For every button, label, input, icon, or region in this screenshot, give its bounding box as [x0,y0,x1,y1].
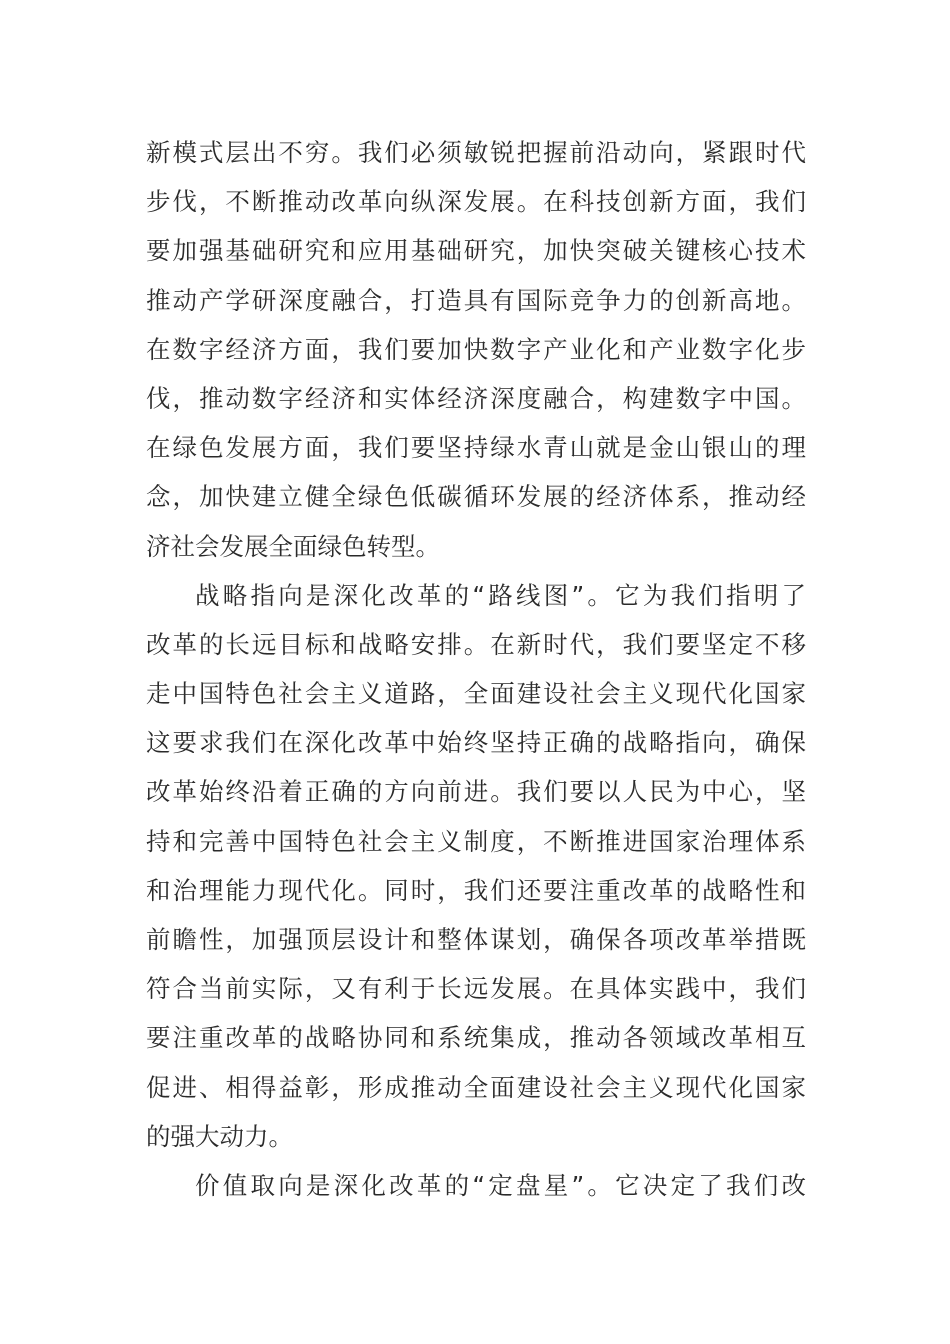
text-line: 念，加快建立健全绿色低碳循环发展的经济体系，推动经 [146,482,806,512]
body-text [146,128,806,1210]
text-line: 在绿色发展方面，我们要坚持绿水青山就是金山银山的理 [146,433,806,463]
text-line: 要注重改革的战略协同和系统集成，推动各领域改革相互 [146,1023,806,1053]
text-line: 济社会发展全面绿色转型。 [146,531,440,561]
text-line: 改革始终沿着正确的方向前进。我们要以人民为中心，坚 [146,777,806,807]
text-line: 持和完善中国特色社会主义制度，不断推进国家治理体系 [146,826,806,856]
text-line-paragraph-start: 战略指向是深化改革的“路线图”。它为我们指明了 [195,580,806,610]
text-line: 前瞻性，加强顶层设计和整体谋划，确保各项改革举措既 [146,925,806,954]
text-line: 步伐，不断推动改革向纵深发展。在科技创新方面，我们 [146,187,806,217]
text-line: 新模式层出不穷。我们必须敏锐把握前沿动向，紧跟时代 [146,138,806,167]
text-line: 改革的长远目标和战略安排。在新时代，我们要坚定不移 [146,629,806,659]
text-line: 要加强基础研究和应用基础研究，加快突破关键核心技术 [146,236,806,266]
text-line: 促进、相得益彰，形成推动全面建设社会主义现代化国家 [146,1072,806,1102]
text-line: 的强大动力。 [146,1121,293,1151]
text-line: 推动产学研深度融合，打造具有国际竞争力的创新高地。 [146,285,806,315]
text-line: 符合当前实际，又有利于长远发展。在具体实践中，我们 [146,974,806,1004]
text-line: 这要求我们在深化改革中始终坚持正确的战略指向，确保 [146,728,806,758]
text-line: 和治理能力现代化。同时，我们还要注重改革的战略性和 [146,875,806,905]
text-line: 走中国特色社会主义道路，全面建设社会主义现代化国家 [146,679,806,709]
text-line: 在数字经济方面，我们要加快数字产业化和产业数字化步 [146,334,806,364]
text-line-paragraph-start: 价值取向是深化改革的“定盘星”。它决定了我们改 [195,1170,806,1200]
text-line: 伐，推动数字经济和实体经济深度融合，构建数字中国。 [146,383,806,413]
